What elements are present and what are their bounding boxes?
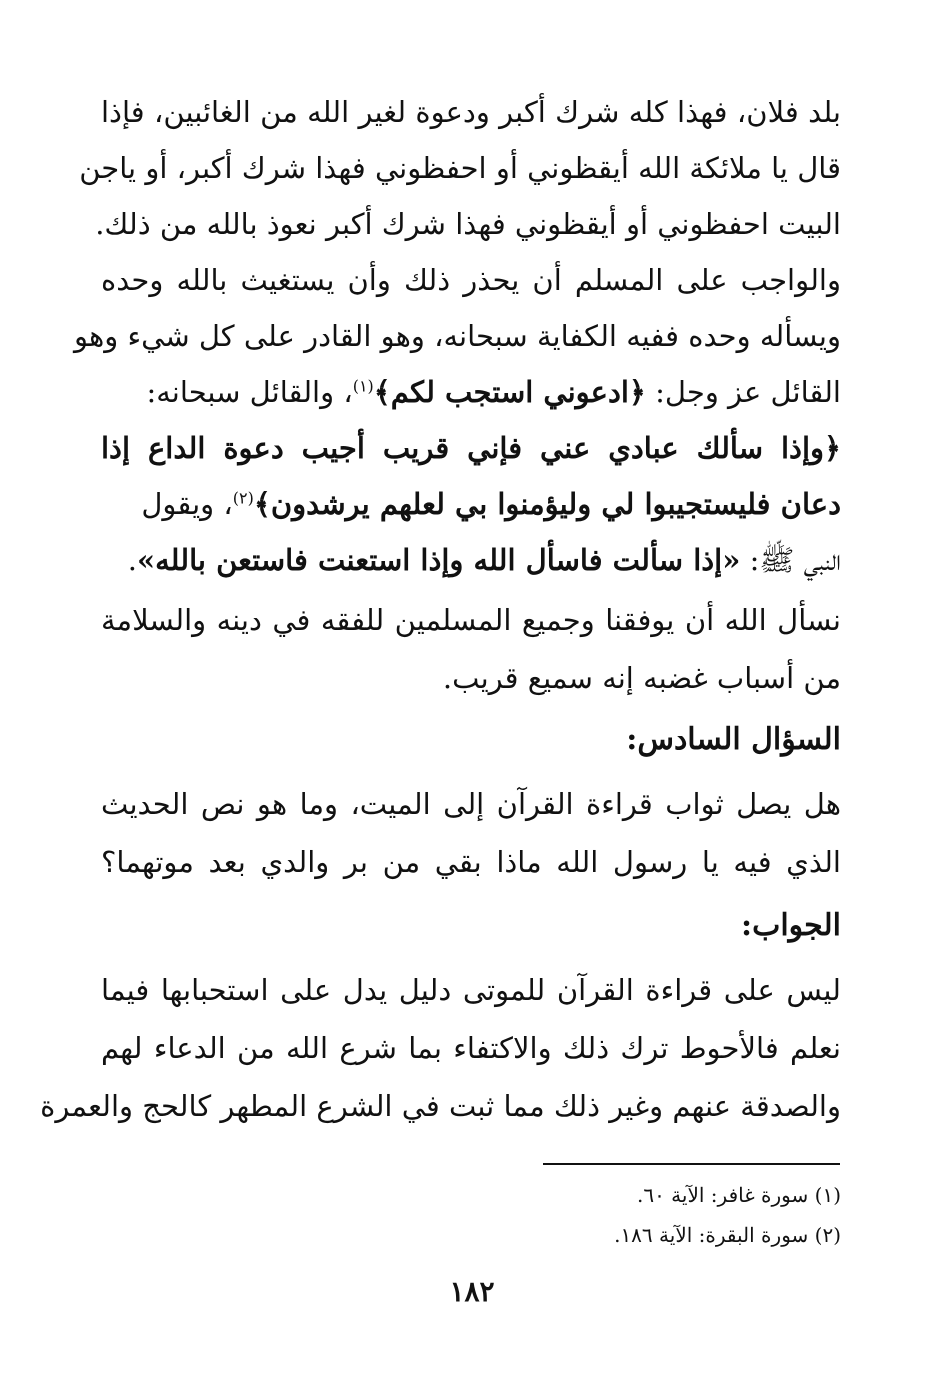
text-line: بلد فلان، فهذا كله شرك أكبر ودعوة لغير الله من الغائبين، فإذا — [101, 95, 841, 129]
answer-heading: الجواب: — [741, 908, 841, 943]
footnote-ref-1: (١) — [352, 376, 374, 396]
text-line — [101, 372, 841, 412]
footnote-ref-2: (٢) — [232, 488, 254, 508]
quran-quote-line: ﴿وإذا سألك عبادي عني فإني قريب أجيب دعوة الداع إذا — [101, 431, 841, 465]
answer-line: والصدقة عنهم وغير ذلك مما ثبت في الشرع المطهر كالحج والعمرة — [40, 1089, 841, 1123]
text-span: ، والقائل سبحانه: — [146, 375, 353, 409]
text-line — [101, 484, 841, 524]
hadith-quote: «إذا سألت فاسأل الله وإذا استعنت فاستعن بالله» — [136, 543, 741, 577]
question-heading: السؤال السادس: — [626, 722, 841, 757]
text-line — [101, 540, 841, 580]
quran-quote: ﴿ادعوني استجب لكم﴾ — [373, 375, 646, 409]
quran-quote: دعان فليستجيبوا لي وليؤمنوا بي لعلهم يرشدون﴾ — [253, 487, 841, 521]
text-line: نسأل الله أن يوفقنا وجميع المسلمين للفقه في دينه والسلامة — [101, 603, 841, 637]
answer-line: نعلم فالأحوط ترك ذلك والاكتفاء بما شرع الله من الدعاء لهم — [101, 1031, 841, 1065]
text-span: النبي ﷺ: — [740, 543, 841, 577]
question-line: هل يصل ثواب قراءة القرآن إلى الميت، وما هو نص الحديث — [101, 787, 841, 821]
text-line: قال يا ملائكة الله أيقظوني أو احفظوني فهذا شرك أكبر، أو ياجن — [79, 151, 841, 185]
footnote-1: (١) سورة غافر: الآية ٦٠. — [636, 1183, 841, 1207]
footnote-2: (٢) سورة البقرة: الآية ١٨٦. — [614, 1223, 841, 1247]
text-span: ، ويقول — [141, 487, 233, 521]
question-line: الذي فيه يا رسول الله ماذا بقي من بر والدي بعد موتهما؟ — [101, 845, 841, 879]
answer-line: ليس على قراءة القرآن للموتى دليل يدل على استحبابها فيما — [101, 973, 841, 1007]
text-line: من أسباب غضبه إنه سميع قريب. — [442, 661, 841, 695]
text-line: والواجب على المسلم أن يحذر ذلك وأن يستغيث بالله وحده — [101, 263, 841, 297]
text-line: البيت احفظوني أو أيقظوني فهذا شرك أكبر نعوذ بالله من ذلك. — [95, 207, 841, 241]
text-line: ويسأله وحده ففيه الكفاية سبحانه، وهو القادر على كل شيء وهو — [74, 319, 841, 353]
text-span: القائل عز وجل: — [645, 375, 841, 409]
footnote-divider — [543, 1163, 840, 1165]
page-number: ١٨٢ — [449, 1275, 495, 1308]
text-span: . — [127, 543, 137, 577]
